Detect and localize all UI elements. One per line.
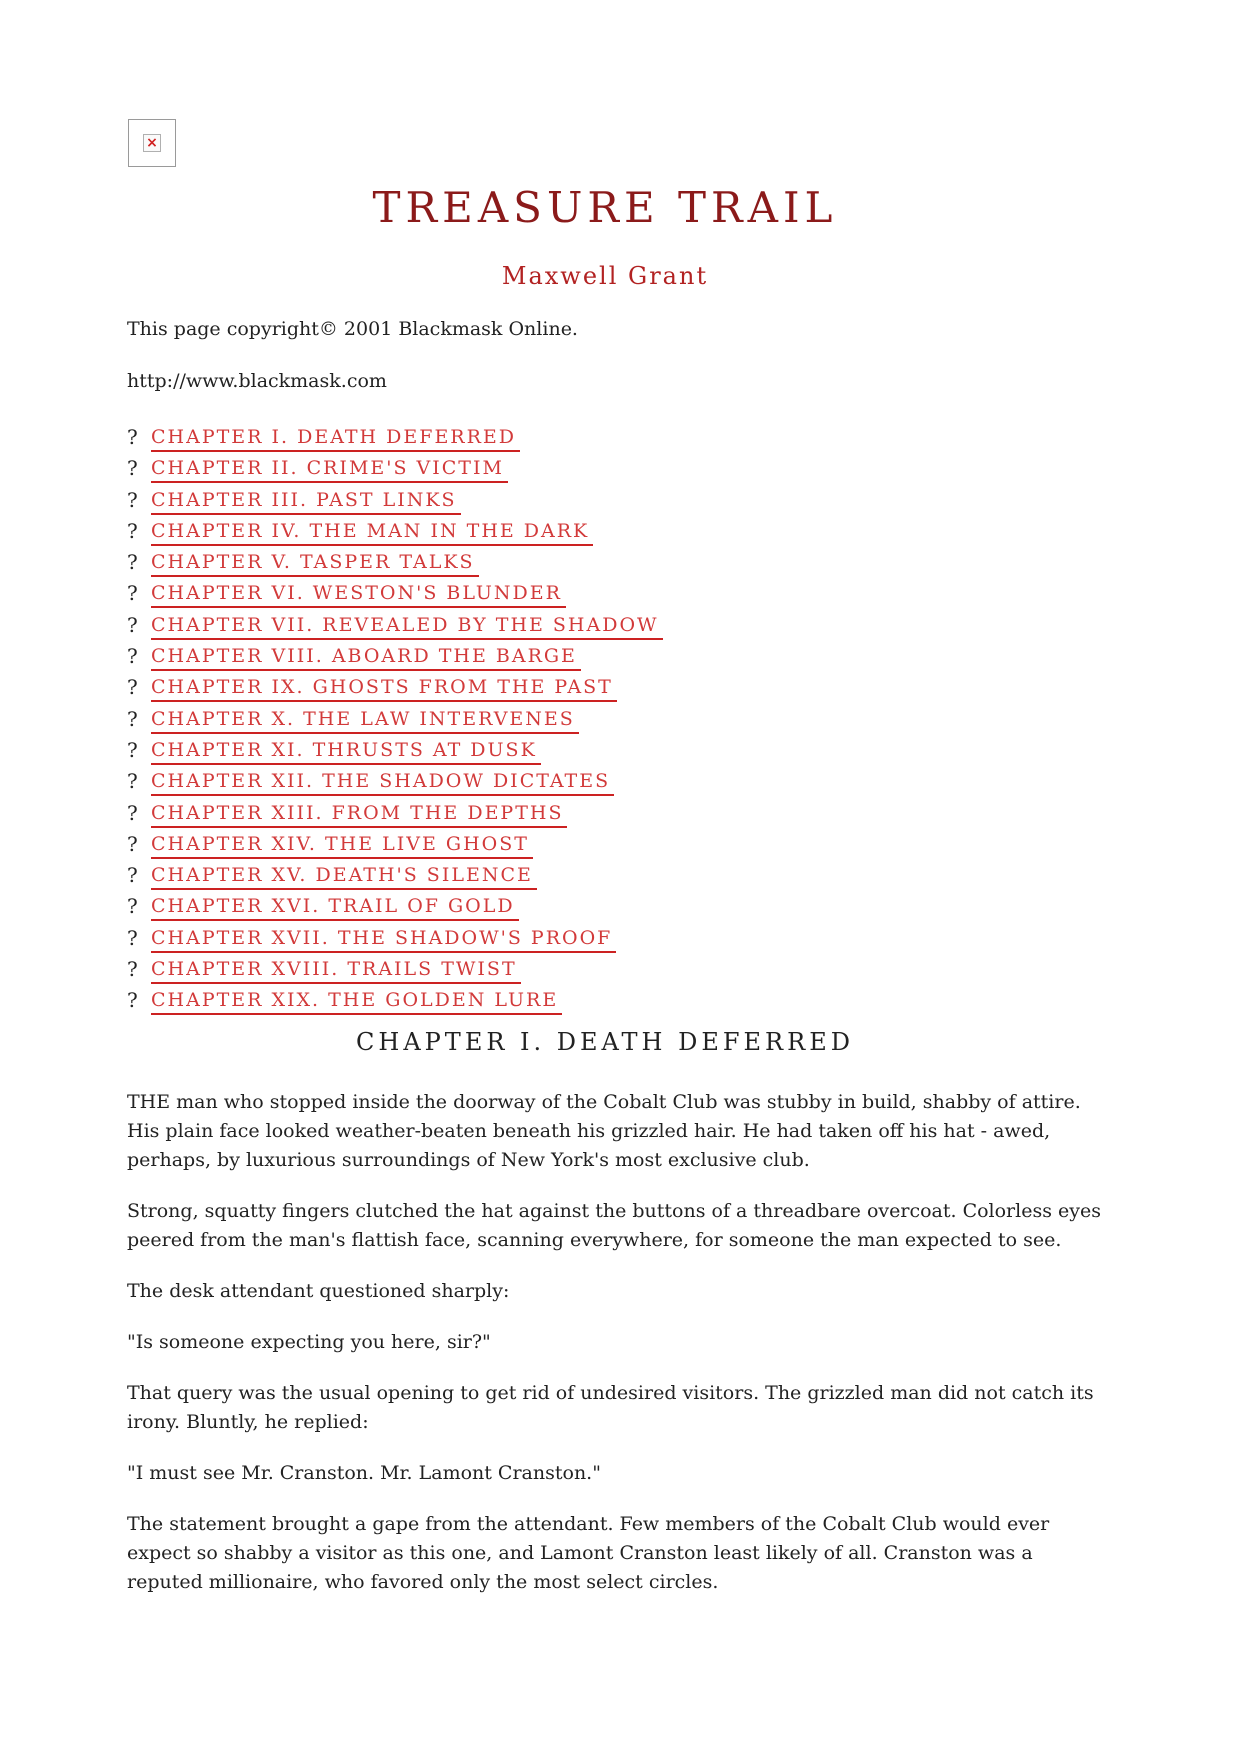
toc-bullet: ? <box>127 737 138 762</box>
toc-bullet: ? <box>127 456 138 481</box>
toc-item <box>127 549 663 580</box>
toc-link-chapter-12[interactable]: CHAPTER XII. THE SHADOW DICTATES <box>151 768 614 796</box>
toc-item <box>127 737 663 768</box>
book-title: TREASURE TRAIL <box>372 183 838 232</box>
broken-image-icon: × <box>143 134 161 152</box>
toc-bullet: ? <box>127 769 138 794</box>
toc-item <box>127 643 663 674</box>
toc-link-chapter-15[interactable]: CHAPTER XV. DEATH'S SILENCE <box>151 862 537 890</box>
table-of-contents <box>127 424 663 1019</box>
toc-item <box>127 518 663 549</box>
paragraph: "I must see Mr. Cranston. Mr. Lamont Cranston." <box>127 1462 601 1484</box>
toc-bullet: ? <box>127 425 138 449</box>
toc-item <box>127 768 663 799</box>
toc-bullet: ? <box>127 612 138 637</box>
toc-bullet: ? <box>127 800 138 825</box>
toc-item <box>127 925 663 956</box>
toc-item <box>127 580 663 611</box>
paragraph: The desk attendant questioned sharply: <box>127 1280 510 1302</box>
toc-link-chapter-19[interactable]: CHAPTER XIX. THE GOLDEN LURE <box>151 987 562 1015</box>
toc-link-chapter-14[interactable]: CHAPTER XIV. THE LIVE GHOST <box>151 831 533 859</box>
site-url: http://www.blackmask.com <box>127 370 387 392</box>
toc-link-chapter-16[interactable]: CHAPTER XVI. TRAIL OF GOLD <box>151 893 519 921</box>
paragraph: The statement brought a gape from the attendant. Few members of the Cobalt Club would ever expect so shabby a visitor as this one, and Lamont Cranston least likely of all. Cranston was a reputed millionaire, who favored only the most select circles. <box>127 1513 1050 1593</box>
toc-item <box>127 612 663 643</box>
paragraph: Strong, squatty fingers clutched the hat against the buttons of a threadbare overcoat. Colorless eyes peered from the man's flattish face, scanning everywhere, for someone the man expected to see. <box>127 1200 1101 1251</box>
toc-bullet: ? <box>127 863 138 888</box>
toc-bullet: ? <box>127 644 138 669</box>
toc-item <box>127 831 663 862</box>
toc-item <box>127 487 663 518</box>
toc-link-chapter-6[interactable]: CHAPTER VI. WESTON'S BLUNDER <box>151 580 566 608</box>
toc-bullet: ? <box>127 925 138 950</box>
paragraph: "Is someone expecting you here, sir?" <box>127 1331 491 1353</box>
toc-link-chapter-13[interactable]: CHAPTER XIII. FROM THE DEPTHS <box>151 800 567 828</box>
toc-bullet: ? <box>127 518 138 543</box>
toc-link-chapter-18[interactable]: CHAPTER XVIII. TRAILS TWIST <box>151 956 521 984</box>
toc-link-chapter-3[interactable]: CHAPTER III. PAST LINKS <box>151 487 461 515</box>
author-name: Maxwell Grant <box>501 262 709 290</box>
toc-bullet: ? <box>127 831 138 856</box>
copyright-notice: This page copyright© 2001 Blackmask Online. <box>127 318 578 340</box>
toc-link-chapter-10[interactable]: CHAPTER X. THE LAW INTERVENES <box>151 706 579 734</box>
toc-bullet: ? <box>127 581 138 606</box>
toc-item <box>127 800 663 831</box>
toc-item <box>127 455 663 486</box>
broken-image-placeholder <box>128 119 176 167</box>
toc-bullet: ? <box>127 550 138 575</box>
toc-link-chapter-4[interactable]: CHAPTER IV. THE MAN IN THE DARK <box>151 518 593 546</box>
toc-item <box>127 893 663 924</box>
toc-link-chapter-17[interactable]: CHAPTER XVII. THE SHADOW'S PROOF <box>151 925 616 953</box>
chapter-heading: CHAPTER I. DEATH DEFERRED <box>356 1028 854 1056</box>
toc-bullet: ? <box>127 675 138 700</box>
toc-item <box>127 674 663 705</box>
toc-link-chapter-9[interactable]: CHAPTER IX. GHOSTS FROM THE PAST <box>151 674 617 702</box>
chapter-body <box>127 1088 1112 1619</box>
toc-item <box>127 987 663 1018</box>
toc-item <box>127 956 663 987</box>
toc-link-chapter-2[interactable]: CHAPTER II. CRIME'S VICTIM <box>151 455 508 483</box>
toc-item <box>127 424 663 455</box>
toc-link-chapter-5[interactable]: CHAPTER V. TASPER TALKS <box>151 549 479 577</box>
toc-bullet: ? <box>127 706 138 731</box>
toc-link-chapter-11[interactable]: CHAPTER XI. THRUSTS AT DUSK <box>151 737 541 765</box>
toc-bullet: ? <box>127 487 138 512</box>
toc-link-chapter-1[interactable]: CHAPTER I. DEATH DEFERRED <box>151 424 520 452</box>
toc-bullet: ? <box>127 957 138 982</box>
toc-bullet: ? <box>127 988 138 1013</box>
toc-link-chapter-7[interactable]: CHAPTER VII. REVEALED BY THE SHADOW <box>151 612 663 640</box>
toc-link-chapter-8[interactable]: CHAPTER VIII. ABOARD THE BARGE <box>151 643 581 671</box>
toc-item <box>127 862 663 893</box>
paragraph: THE man who stopped inside the doorway of the Cobalt Club was stubby in build, shabby of attire. His plain face looked weather-beaten beneath his grizzled hair. He had taken off his hat - awed, perhaps, by luxurious surroundings of New York's most exclusive club. <box>127 1091 1081 1171</box>
toc-bullet: ? <box>127 894 138 919</box>
toc-item <box>127 706 663 737</box>
paragraph: That query was the usual opening to get rid of undesired visitors. The grizzled man did not catch its irony. Bluntly, he replied: <box>127 1382 1094 1433</box>
